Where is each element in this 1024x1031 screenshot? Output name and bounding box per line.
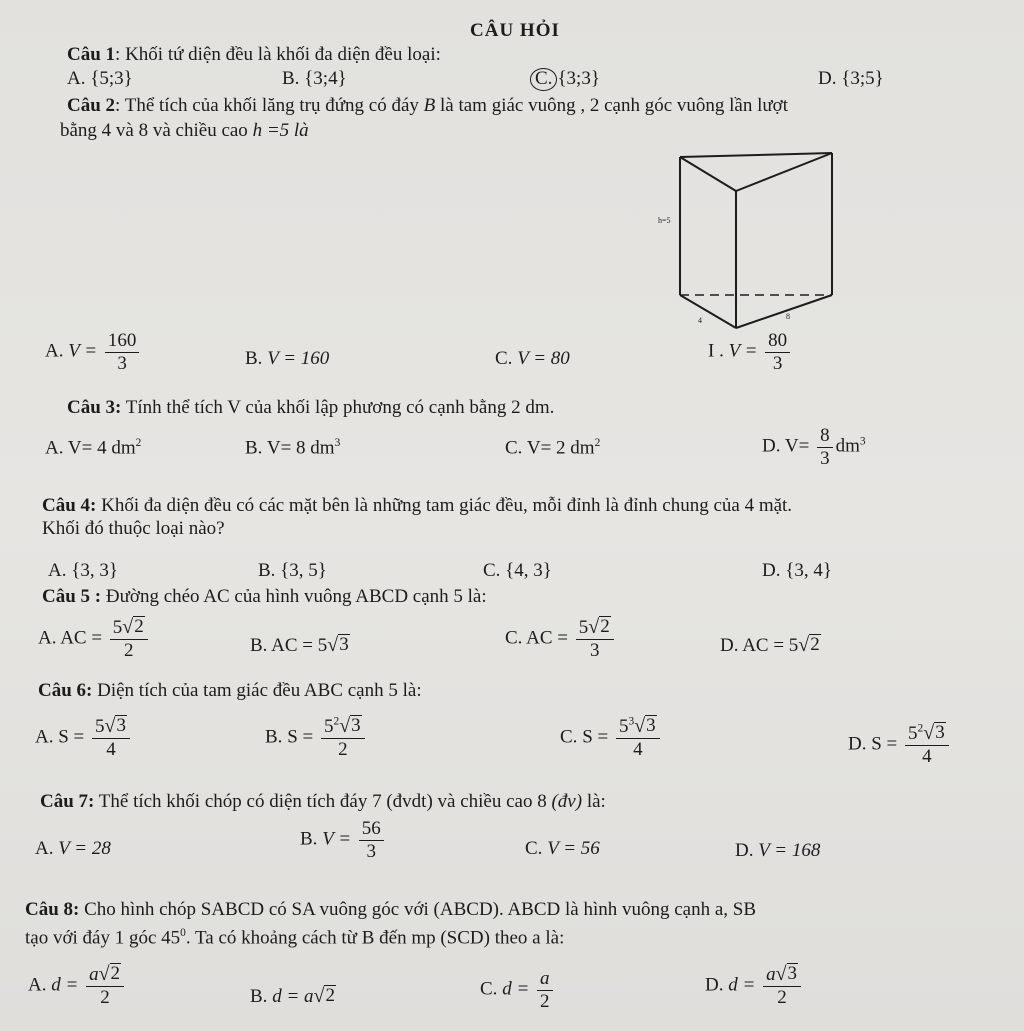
q8-option-a: A. d = a √ 2 2: [28, 963, 127, 1009]
question-4-line2: Khối đó thuộc loại nào?: [42, 518, 225, 539]
q3-option-b: B. V= 8 $dm^3$: [245, 437, 341, 459]
question-8-line2: tạo với đáy 1 góc $45^0$. Ta có khoảng cách từ B đến mp (SCD) theo a là:: [25, 927, 565, 949]
q7-option-a: A. V = 28: [35, 838, 111, 859]
q2-option-d: I . V = $\frac{80}{3}$: [708, 330, 793, 375]
q5-option-c: C. AC = 5 √ 2 3: [505, 616, 617, 662]
q8-option-b: B. d = a √ 2: [250, 985, 335, 1007]
q1-option-c: C. {3;3}: [530, 68, 600, 91]
q1-option-b: B. {3;4}: [282, 68, 347, 89]
question-5: Câu 5 : Đường chéo AC của hình vuông ABCD cạnh 5 là:: [42, 586, 487, 607]
q6-option-d: D. S = $5^2$ √ 3 4: [848, 722, 952, 768]
q8-option-c: C. d = $\frac{a}{2}$: [480, 968, 556, 1013]
q7-option-c: C. V = 56: [525, 838, 600, 859]
question-2-line1: Câu 2: Thể tích của khối lăng trụ đứng có đáy B là tam giác vuông , 2 cạnh góc vuông lần lượt: [67, 95, 789, 116]
q2-option-a: A. V = $\frac{160}{3}$: [45, 330, 142, 375]
q6-option-b: B. S = $5^2$ √ 3 2: [265, 715, 368, 761]
q7-option-d: D. V = 168: [735, 840, 821, 861]
q4-option-b: B. {3, 5}: [258, 560, 327, 581]
q4-option-c: C. {4, 3}: [483, 560, 552, 581]
question-4-line1: Câu 4: Khối đa diện đều có các mặt bên là những tam giác đều, mỗi đỉnh là đỉnh chung của 4 mặt.: [42, 495, 793, 516]
page-title: CÂU HỎI: [470, 20, 560, 41]
q2-option-c: C. V = 80: [495, 348, 570, 369]
q4-option-a: A. {3, 3}: [48, 560, 118, 581]
q8-option-d: D. d = a √ 3 2: [705, 963, 804, 1009]
question-label: Câu 1: [67, 44, 116, 65]
q5-option-a: A. AC = 5 √ 2 2: [38, 616, 151, 662]
q1-option-d: D. {3;5}: [818, 68, 884, 89]
answer-circle-mark: C.: [530, 68, 557, 91]
q6-option-a: A. S = 5 √ 3 4: [35, 715, 133, 761]
question-2-line2: bằng 4 và 8 và chiều cao h =5 là: [60, 120, 309, 141]
prism-figure: [640, 145, 850, 335]
edge-label-8: 8: [786, 312, 790, 321]
question-3: Câu 3: Tính thể tích V của khối lập phương có cạnh bằng 2 dm.: [67, 397, 555, 418]
q1-option-a: A. {5;3}: [67, 68, 133, 89]
q2-option-b: B. V = 160: [245, 348, 330, 369]
height-label: h=5: [658, 216, 671, 225]
question-8-line1: Câu 8: Cho hình chóp SABCD có SA vuông góc với (ABCD). ABCD là hình vuông cạnh a, SB: [25, 899, 757, 920]
q6-option-c: C. S = $5^3$ √ 3 4: [560, 715, 663, 761]
q3-option-c: C. V= 2 $dm^2$: [505, 437, 601, 459]
question-6: Câu 6: Diện tích của tam giác đều ABC cạnh 5 là:: [38, 680, 422, 701]
question-1: [67, 44, 441, 66]
edge-label-4: 4: [698, 316, 702, 325]
question-7: Câu 7: Thể tích khối chóp có diện tích đáy 7 (đvdt) và chiều cao 8 (đv) là:: [40, 791, 606, 812]
q5-option-d: D. AC = 5 √ 2: [720, 634, 820, 656]
q3-option-d: D. V= $\frac{8}{3}$ $dm^3$: [762, 425, 866, 469]
q3-option-a: A. V= 4 $dm^2$: [45, 437, 142, 459]
question-text: : Khối tứ diện đều là khối đa diện đều loại:: [115, 44, 441, 65]
q5-option-b: B. AC = 5 √ 3: [250, 634, 349, 656]
q7-option-b: B. V = $\frac{56}{3}$: [300, 818, 387, 863]
q4-option-d: D. {3, 4}: [762, 560, 832, 581]
